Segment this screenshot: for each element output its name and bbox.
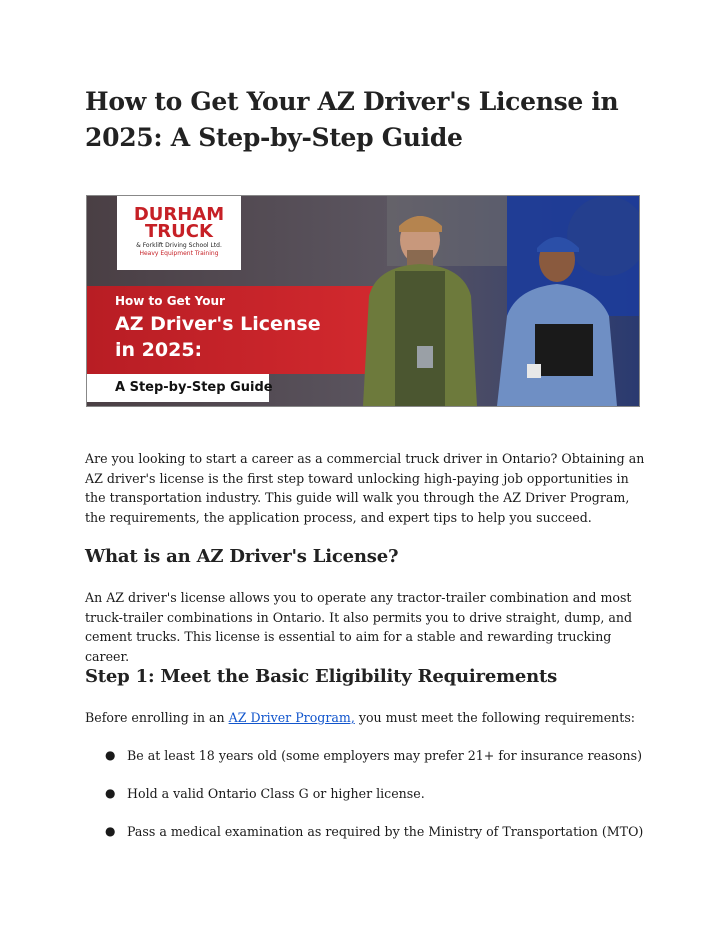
logo-sub2: Heavy Equipment Training <box>139 250 219 257</box>
step1-lead-after: you must meet the following requirements: <box>354 710 636 725</box>
banner-tag: A Step-by-Step Guide <box>115 380 273 395</box>
section1-paragraph: An AZ driver's license allows you to operate any tractor-trailer combination and most truck-trailer combinations in Ontario. It also permits you to drive straight, dump, and cement trucks. This license is essential to aim for a stable and rewarding trucking career. <box>85 590 633 664</box>
banner-line1: How to Get Your <box>115 294 225 308</box>
page-title: How to Get Your AZ Driver's License in 2025: A Step-by-Step Guide <box>85 87 619 152</box>
logo-text <box>117 206 241 240</box>
banner-line2: AZ Driver's License <box>115 313 321 335</box>
list-item-text: Pass a medical examination as required by the Ministry of Transportation (MTO) <box>127 824 644 839</box>
banner-line3: in 2025: <box>115 339 203 361</box>
logo-line2: TRUCK <box>145 221 213 242</box>
section-heading-step1: Step 1: Meet the Basic Eligibility Requirements <box>85 666 558 687</box>
logo-sub1: & Forklift Driving School Ltd. <box>136 242 222 249</box>
step1-lead-before: Before enrolling in an <box>85 710 229 725</box>
bullet-dot: ● <box>105 748 116 762</box>
logo-line1: DURHAM <box>133 204 225 225</box>
section-heading-what-is: What is an AZ Driver's License? <box>85 546 399 567</box>
az-driver-program-link[interactable]: AZ Driver Program, <box>228 710 355 725</box>
logo-subtext <box>117 242 241 258</box>
hero-image <box>86 195 640 407</box>
list-item-text: Be at least 18 years old (some employers may prefer 21+ for insurance reasons) <box>127 748 643 763</box>
bullet-dot: ● <box>105 786 116 800</box>
list-item-text: Hold a valid Ontario Class G or higher license. <box>127 786 425 801</box>
step1-lead <box>85 708 645 728</box>
bullet-dot: ● <box>105 824 116 838</box>
intro-paragraph: Are you looking to start a career as a commercial truck driver in Ontario? Obtaining an AZ driver's license is the first step toward unlocking high-paying job opportunities in the transportation industry. This guide will walk you through the AZ Driver Program, the requirements, the application process, and expert tips to help you succeed. <box>85 451 645 525</box>
